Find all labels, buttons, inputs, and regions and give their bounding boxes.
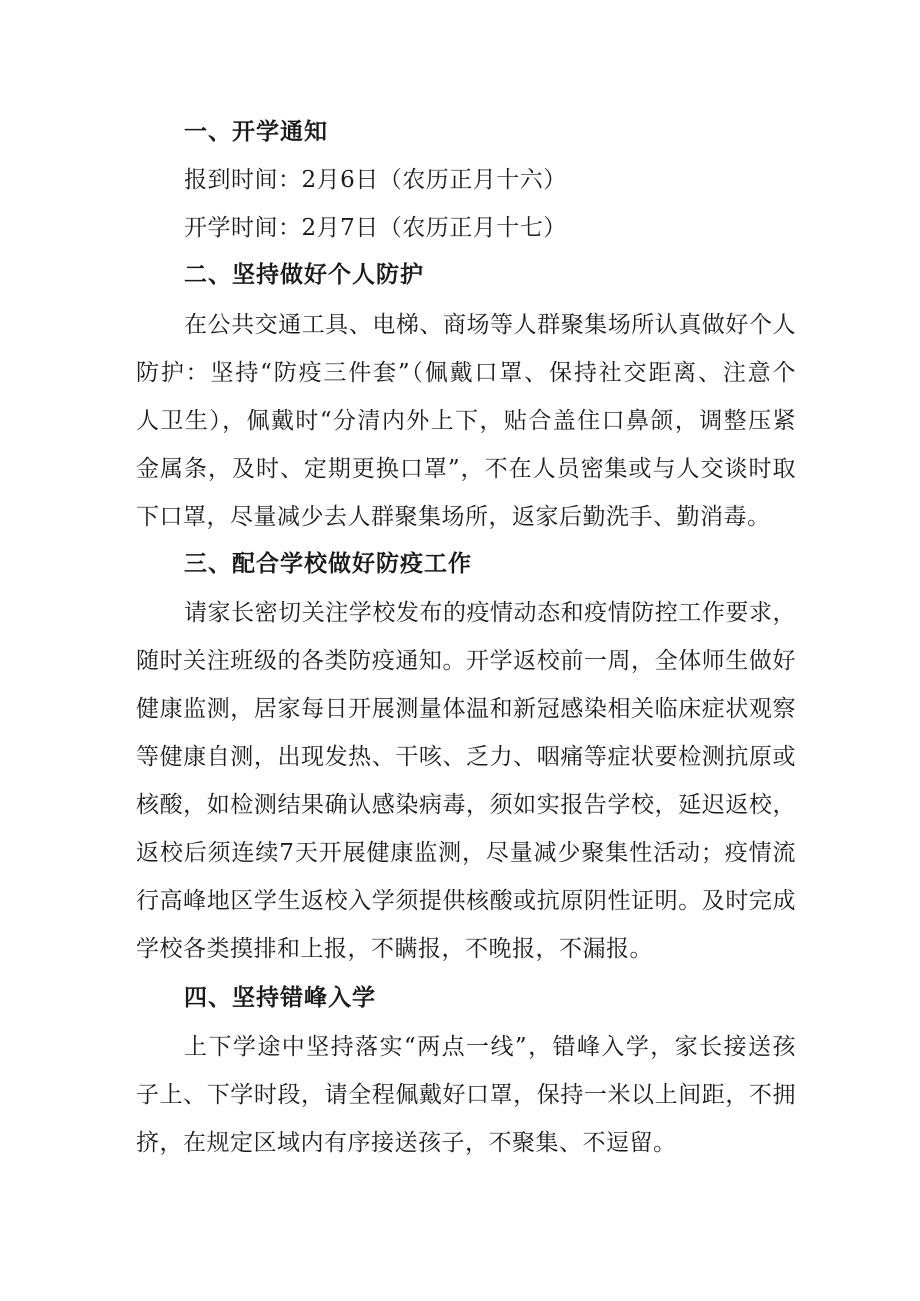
paragraph-line: 挤，在规定区域内有序接送孩子，不聚集、不逗留。 <box>136 1130 677 1156</box>
paragraph-line: 金属条，及时、定期更换口罩”，不在人员密集或与人交谈时取 <box>136 456 796 482</box>
registration-date-line: 报到时间：2月6日（农历正月十六） <box>184 167 567 193</box>
paragraph-line: 在公共交通工具、电梯、商场等人群聚集场所认真做好个人 <box>184 312 796 338</box>
section-heading-staggered-entry: 四、坚持错峰入学 <box>184 985 376 1011</box>
section-heading-school-cooperation: 三、配合学校做好防疫工作 <box>184 551 472 577</box>
paragraph-line: 学校各类摸排和上报，不瞒报，不晚报，不漏报。 <box>136 936 653 962</box>
paragraph-line: 子上、下学时段，请全程佩戴好口罩，保持一米以上间距，不拥 <box>136 1082 796 1108</box>
paragraph-line: 下口罩，尽量减少去人群聚集场所，返家后勤洗手、勤消毒。 <box>136 504 771 530</box>
paragraph-line: 上下学途中坚持落实“两点一线”，错峰入学，家长接送孩 <box>184 1034 796 1060</box>
paragraph-line: 返校后须连续7天开展健康监测，尽量减少聚集性活动；疫情流 <box>136 840 796 866</box>
paragraph-line: 等健康自测，出现发热、干咳、乏力、咽痛等症状要检测抗原或 <box>136 744 796 770</box>
paragraph-line: 请家长密切关注学校发布的疫情动态和疫情防控工作要求， <box>184 600 796 626</box>
section-heading-personal-protection: 二、坚持做好个人防护 <box>184 262 424 288</box>
paragraph-line: 行高峰地区学生返校入学须提供核酸或抗原阴性证明。及时完成 <box>136 888 796 914</box>
paragraph-line: 核酸，如检测结果确认感染病毒，须如实报告学校，延迟返校， <box>136 792 796 818</box>
paragraph-line: 随时关注班级的各类防疫通知。开学返校前一周，全体师生做好 <box>136 648 796 674</box>
paragraph-line: 健康监测，居家每日开展测量体温和新冠感染相关临床症状观察 <box>136 696 796 722</box>
school-start-date-line: 开学时间：2月7日（农历正月十七） <box>184 215 567 241</box>
paragraph-line: 防护：坚持“防疫三件套”（佩戴口罩、保持社交距离、注意个 <box>136 360 796 386</box>
section-heading-notice: 一、开学通知 <box>184 119 328 145</box>
paragraph-line: 人卫生），佩戴时“分清内外上下，贴合盖住口鼻颌，调整压紧 <box>136 408 796 434</box>
